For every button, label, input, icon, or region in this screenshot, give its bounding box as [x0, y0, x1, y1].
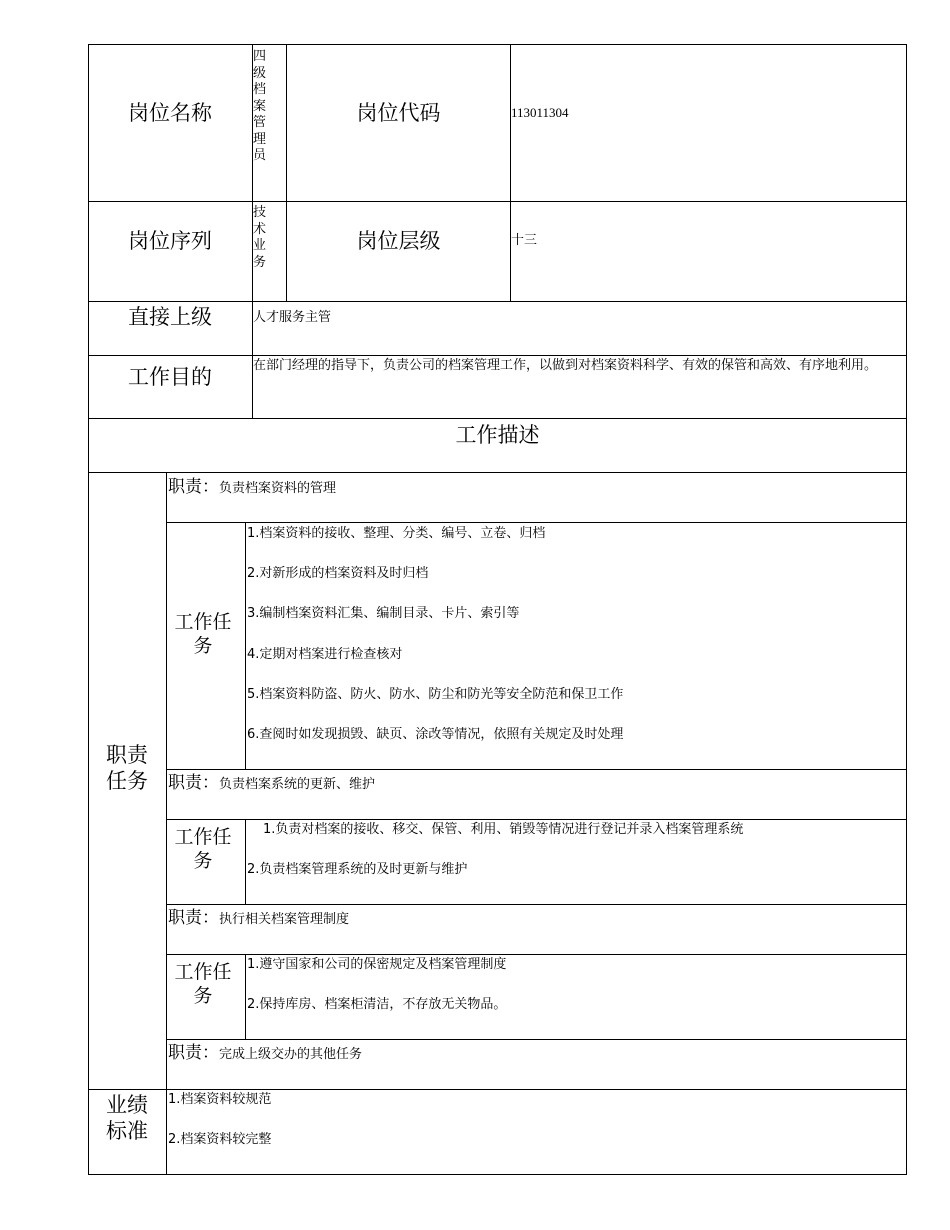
post-code-label: 岗位代码 — [356, 101, 441, 125]
post-code-value: 113011304 — [511, 105, 569, 120]
duty-prefix: 职责： — [168, 1043, 219, 1063]
performance-item: 1.档案资料较规范 — [168, 1092, 272, 1107]
task-label: 工作任务 — [174, 826, 232, 872]
purpose-label: 工作目的 — [128, 365, 212, 389]
performance-item: 2.档案资料较完整 — [168, 1132, 272, 1147]
task-label: 工作任务 — [174, 611, 232, 657]
task-item: 1.负责对档案的接收、移交、保管、利用、销毁等情况进行登记并录入档案管理系统 — [263, 822, 744, 837]
duty-row — [168, 477, 336, 498]
task-item: 6.查阅时如发现损毁、缺页、涂改等情况，依照有关规定及时处理 — [247, 727, 624, 742]
task-item: 1.档案资料的接收、整理、分类、编号、立卷、归档 — [247, 526, 546, 541]
performance-label: 业绩标准 — [106, 1093, 148, 1144]
duty-prefix: 职责： — [168, 908, 219, 928]
task-item: 2.对新形成的档案资料及时归档 — [247, 566, 429, 581]
task-item: 2.负责档案管理系统的及时更新与维护 — [247, 862, 468, 877]
superior-label: 直接上级 — [128, 305, 212, 329]
duty-text: 负责档案系统的更新、维护 — [219, 777, 376, 792]
superior-value: 人才服务主管 — [253, 310, 332, 325]
duties-label: 职责任务 — [106, 743, 148, 794]
description-title: 工作描述 — [455, 423, 540, 447]
post-level-value: 十三 — [511, 233, 538, 248]
duty-prefix: 职责： — [168, 773, 219, 793]
duty-row — [168, 773, 375, 794]
task-item: 3.编制档案资料汇集、编制目录、卡片、索引等 — [247, 606, 520, 621]
duty-text: 完成上级交办的其他任务 — [219, 1047, 363, 1062]
duty-text: 执行相关档案管理制度 — [219, 912, 350, 927]
duty-prefix: 职责： — [168, 477, 219, 497]
post-level-label: 岗位层级 — [356, 229, 441, 253]
task-item: 5.档案资料防盗、防火、防水、防尘和防光等安全防范和保卫工作 — [247, 687, 624, 702]
post-name-label: 岗位名称 — [128, 101, 212, 125]
task-item: 2.保持库房、档案柜清洁，不存放无关物品。 — [247, 997, 507, 1012]
duty-row — [168, 908, 349, 929]
task-item: 1.遵守国家和公司的保密规定及档案管理制度 — [247, 957, 507, 972]
post-series-value: 技术业务 — [253, 205, 267, 270]
post-series-label: 岗位序列 — [128, 229, 212, 253]
purpose-value: 在部门经理的指导下，负责公司的档案管理工作，以做到对档案资料科学、有效的保管和高效、有序地利用。 — [253, 358, 878, 373]
task-label: 工作任务 — [174, 961, 232, 1007]
task-item: 4.定期对档案进行检查核对 — [247, 647, 403, 662]
post-name-value: 四级档案管理员 — [253, 49, 267, 163]
duty-row — [168, 1043, 362, 1064]
duty-text: 负责档案资料的管理 — [219, 481, 337, 496]
